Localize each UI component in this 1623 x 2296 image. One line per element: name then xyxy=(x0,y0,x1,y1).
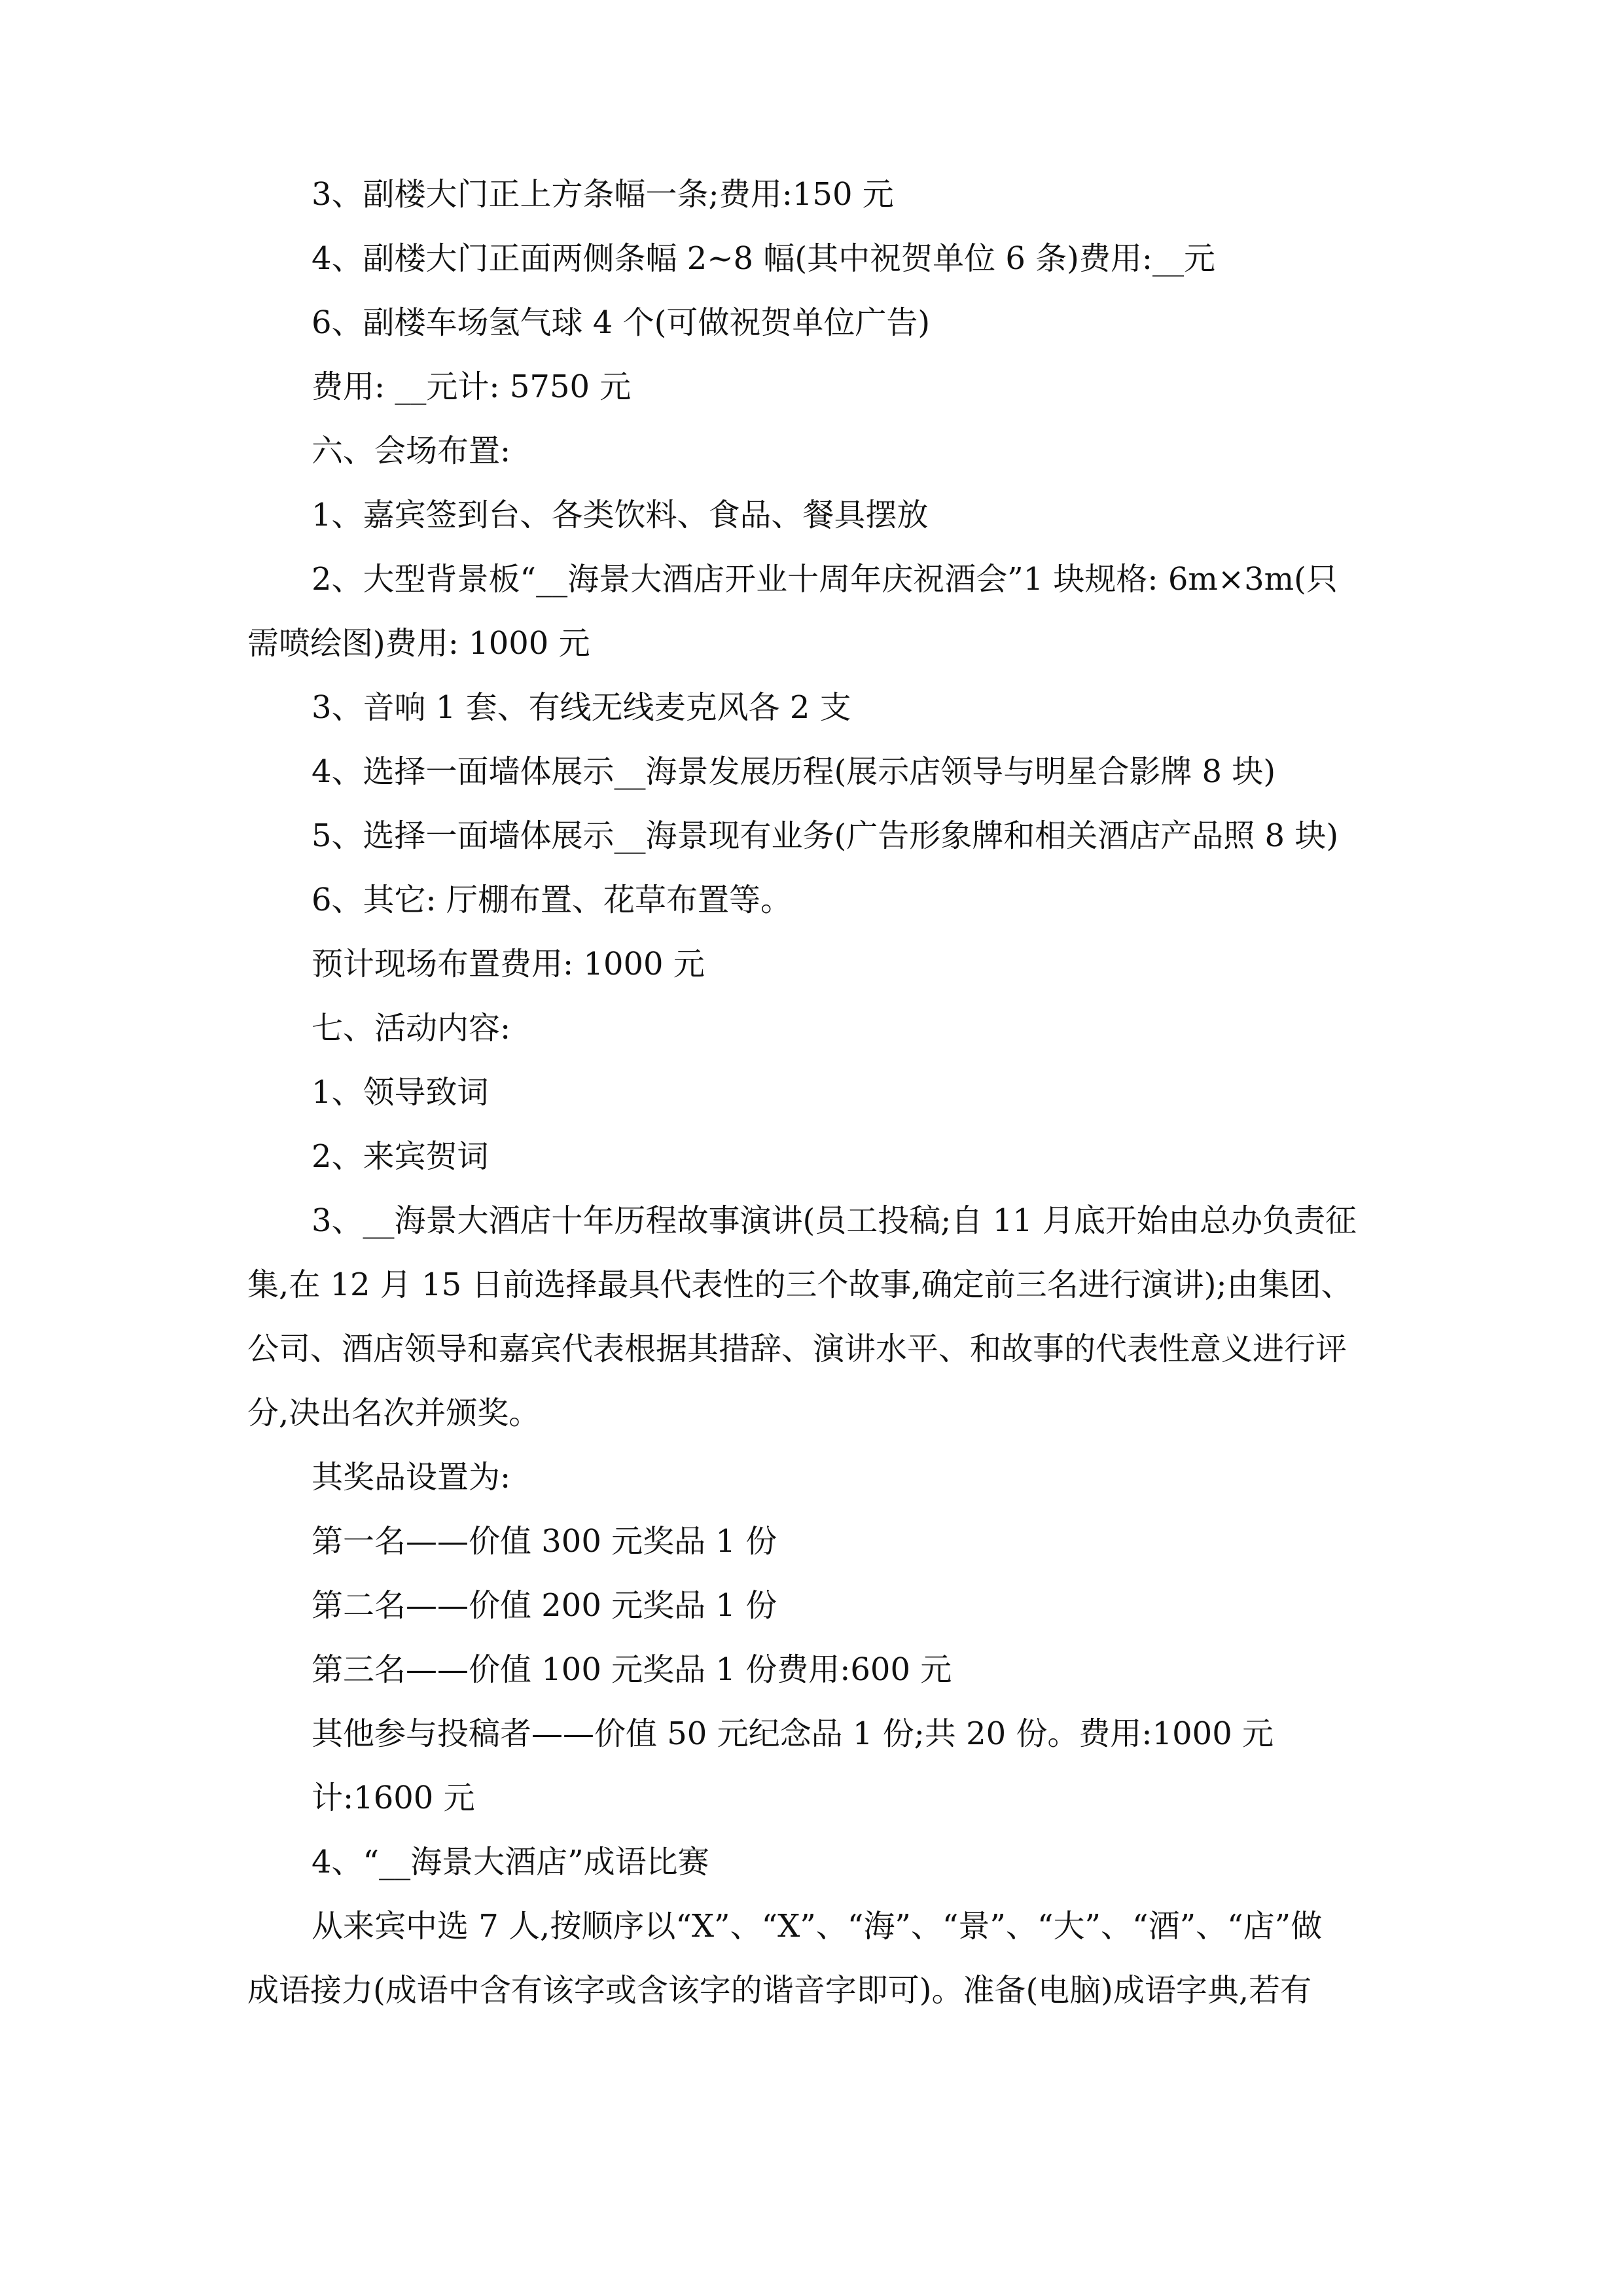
text-line: 从来宾中选 7 人,按顺序以“X”、“X”、“海”、“景”、“大”、“酒”、“店”做 xyxy=(312,1908,1323,1945)
prize-line: 第二名——价值 200 元奖品 1 份 xyxy=(312,1587,777,1624)
prize-line: 第三名——价值 100 元奖品 1 份费用:600 元 xyxy=(312,1651,952,1688)
text-line: 预计现场布置费用: 1000 元 xyxy=(312,946,705,982)
text-line: 3、__海景大酒店十年历程故事演讲(员工投稿;自 11 月底开始由总办负责征 xyxy=(312,1202,1357,1239)
prize-line: 第一名——价值 300 元奖品 1 份 xyxy=(312,1523,777,1560)
text-line: 1、领导致词 xyxy=(312,1074,489,1111)
text-line: 6、其它: 厅棚布置、花草布置等。 xyxy=(312,882,792,918)
text-line: 费用: __元计: 5750 元 xyxy=(312,368,632,405)
text-line: 5、选择一面墙体展示__海景现有业务(广告形象牌和相关酒店产品照 8 块) xyxy=(312,817,1339,854)
text-line: 4、副楼大门正面两侧条幅 2~8 幅(其中祝贺单位 6 条)费用:__元 xyxy=(312,240,1216,277)
document-body xyxy=(247,162,1386,2022)
section-heading: 七、活动内容: xyxy=(312,1010,511,1047)
text-line: 2、大型背景板“__海景大酒店开业十周年庆祝酒会”1 块规格: 6m×3m(只 xyxy=(312,561,1338,598)
text-line: 需喷绘图)费用: 1000 元 xyxy=(247,625,590,662)
text-line: 1、嘉宾签到台、各类饮料、食品、餐具摆放 xyxy=(312,497,929,533)
text-line: 集,在 12 月 15 日前选择最具代表性的三个故事,确定前三名进行演讲);由集团、 xyxy=(247,1266,1353,1303)
text-line: 6、副楼车场氢气球 4 个(可做祝贺单位广告) xyxy=(312,304,931,341)
text-line: 2、来宾贺词 xyxy=(312,1138,489,1175)
section-heading: 六、会场布置: xyxy=(312,433,511,469)
text-line: 公司、酒店领导和嘉宾代表根据其措辞、演讲水平、和故事的代表性意义进行评 xyxy=(247,1331,1347,1367)
text-line: 4、“__海景大酒店”成语比赛 xyxy=(312,1844,709,1880)
text-line: 分,决出名次并颁奖。 xyxy=(247,1395,541,1431)
text-line: 计:1600 元 xyxy=(312,1780,475,1816)
text-line: 其奖品设置为: xyxy=(312,1459,511,1496)
text-line: 4、选择一面墙体展示__海景发展历程(展示店领导与明星合影牌 8 块) xyxy=(312,753,1276,790)
text-line: 3、音响 1 套、有线无线麦克风各 2 支 xyxy=(312,689,851,726)
prize-line: 其他参与投稿者——价值 50 元纪念品 1 份;共 20 份。费用:1000 元 xyxy=(312,1715,1274,1752)
text-line: 3、副楼大门正上方条幅一条;费用:150 元 xyxy=(312,176,894,213)
text-line: 成语接力(成语中含有该字或含该字的谐音字即可)。准备(电脑)成语字典,若有 xyxy=(247,1972,1312,2009)
